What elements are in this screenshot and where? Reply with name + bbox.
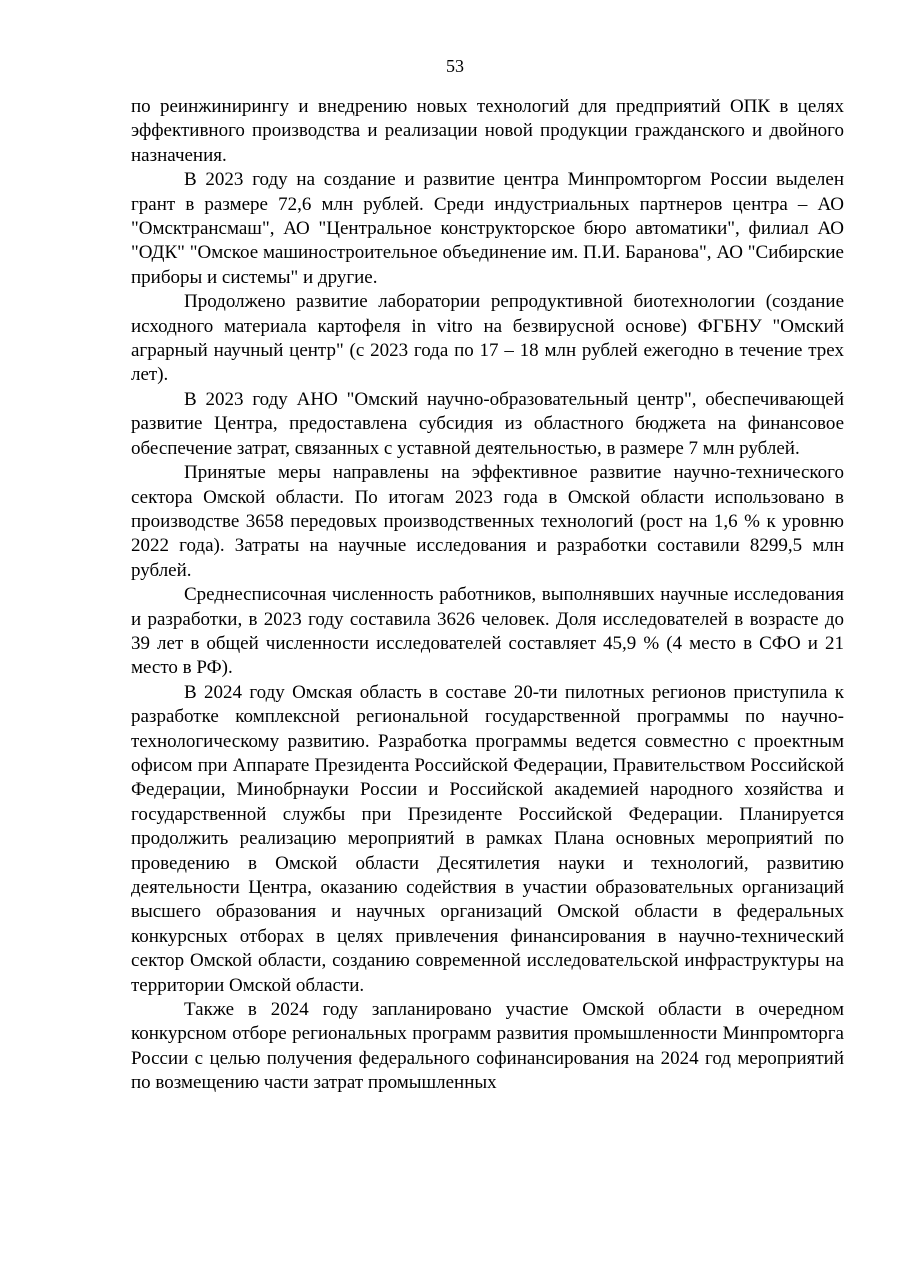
document-body — [131, 95, 844, 1096]
paragraph-subsidy: В 2023 году АНО "Омский научно-образовательный центр", обеспечивающей развитие Центра, предоставлена субсидия из областного бюджета на финансовое обеспечение затрат, связанных с уставной деятельностью, в размере 7 млн рублей. — [131, 388, 844, 459]
paragraph-measures: Принятые меры направлены на эффективное развитие научно-технического сектора Омской области. По итогам 2023 года в Омской области использовано в производстве 3658 передовых производственных технологий (рост на 1,6 % к уровню 2022 года). Затраты на научные исследования и разработки составили 8299,5 млн рублей. — [131, 462, 844, 581]
paragraph-program-2024: В 2024 году Омская область в составе 20-ти пилотных регионов приступила к разработке комплексной региональной государственной программы по научно-технологическому развитию. Разработка программы ведется совместно с проектным офисом при Аппарате Президента Российской Федерации, Правительством Российской Федерации, Минобрнауки России и Российской академией народного хозяйства и государственной службы при Президенте Российской Федерации. Планируется продолжить реализацию мероприятий в рамках Плана основных мероприятий по проведению в Омской области Десятилетия науки и технологий, развитию деятельности Центра, оказанию содействия в участии образовательных организаций высшего образования и научных организаций Омской области в федеральных конкурсных отборах в целях привлечения финансирования в научно-технический сектор Омской области, созданию современной исследовательской инфраструктуры на территории Омской области. — [131, 681, 844, 996]
paragraph-continuation: по реинжинирингу и внедрению новых технологий для предприятий ОПК в целях эффективного производства и реализации новой продукции гражданского и двойного назначения. — [131, 96, 844, 166]
page-number: 53 — [446, 56, 464, 76]
paragraph-grant: В 2023 году на создание и развитие центра Минпромторгом России выделен грант в размере 72,6 млн рублей. Среди индустриальных партнеров центра – АО "Омсктрансмаш", АО "Центральное конструкторское бюро автоматики", филиал АО "ОДК" "Омское машиностроительное объединение им. П.И. Баранова", АО "Сибирские приборы и системы" и другие. — [131, 169, 844, 288]
paragraph-laboratory: Продолжено развитие лаборатории репродуктивной биотехнологии (создание исходного материала картофеля in vitro на безвирусной основе) ФГБНУ "Омский аграрный научный центр" (с 2023 года по 17 – 18 млн рублей ежегодно в течение трех лет). — [131, 291, 844, 386]
paragraph-competition: Также в 2024 году запланировано участие Омской области в очередном конкурсном отборе региональных программ развития промышленности Минпромторга России с целью получения федерального софинансирования на 2024 год мероприятий по возмещению части затрат промышленных — [131, 999, 844, 1094]
paragraph-staff: Среднесписочная численность работников, выполнявших научные исследования и разработки, в 2023 году составила 3626 человек. Доля исследователей в возрасте до 39 лет в общей численности исследователей составляет 45,9 % (4 место в СФО и 21 место в РФ). — [131, 584, 844, 679]
